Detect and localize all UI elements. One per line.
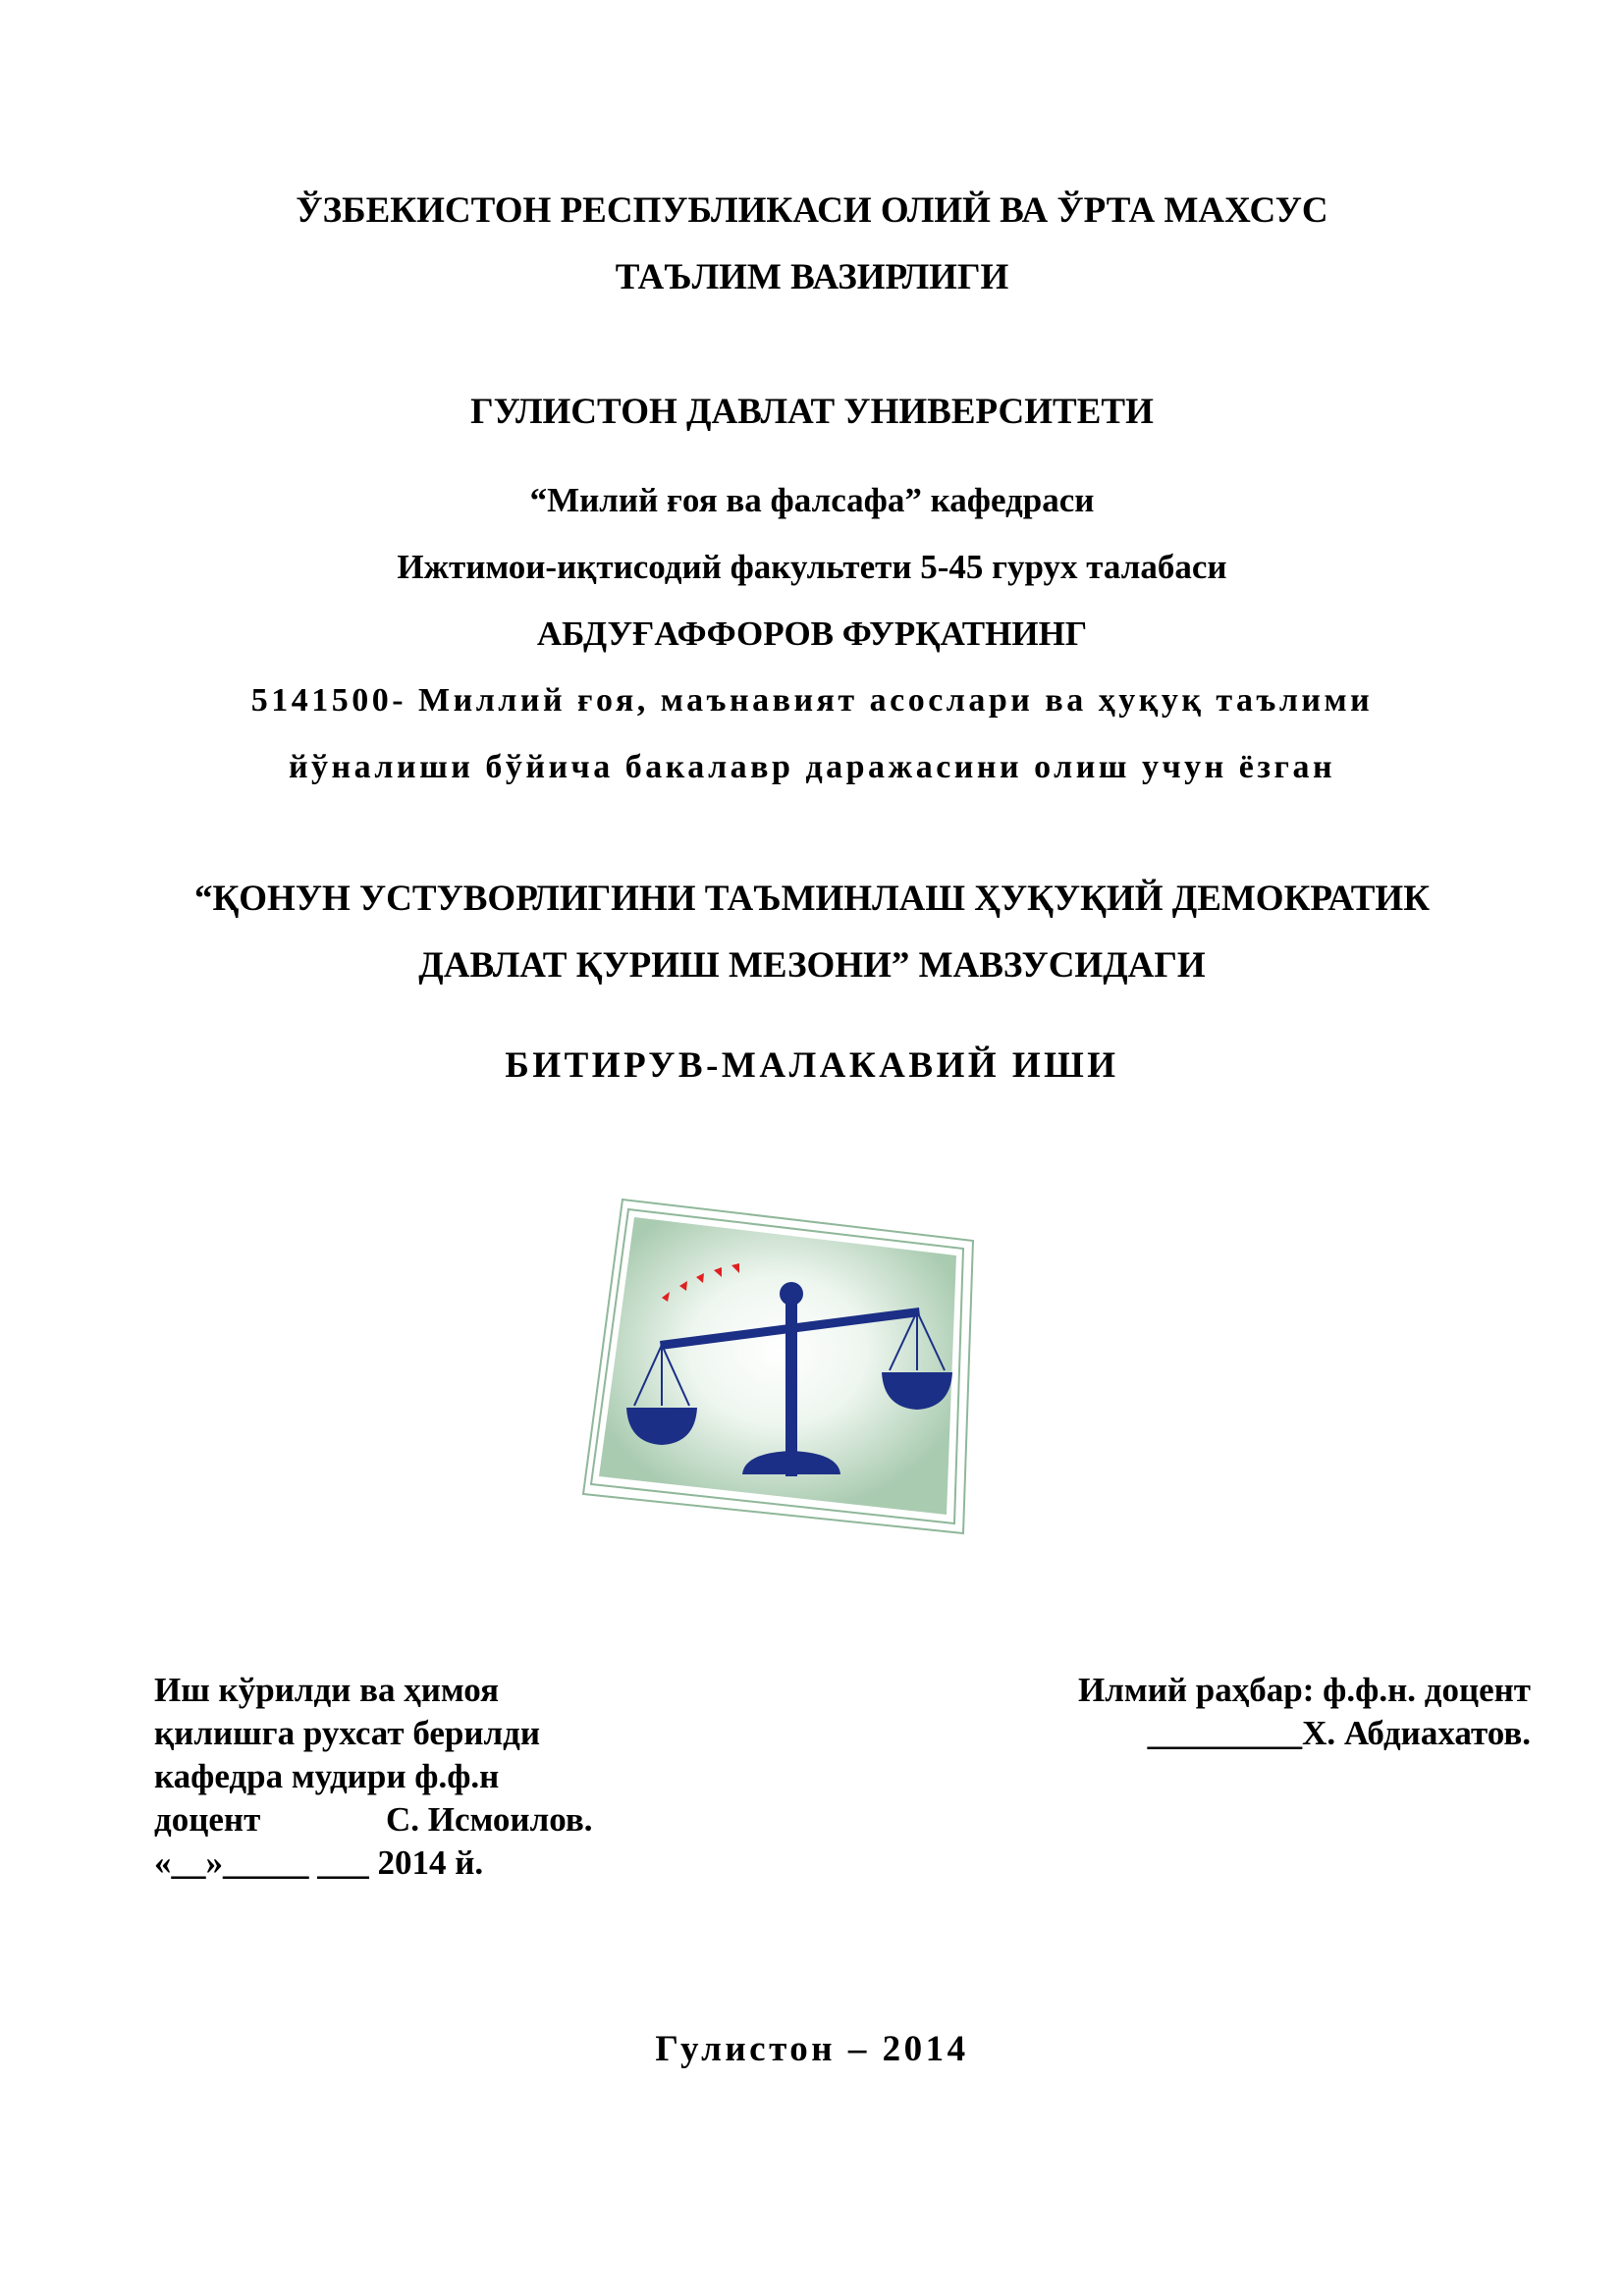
head-name: С. Исмоилов. xyxy=(386,1800,593,1839)
university-name: ГУЛИСТОН ДАВЛАТ УНИВЕРСИТЕТИ xyxy=(470,392,1154,432)
supervisor-line-1: Илмий раҳбар: ф.ф.н. доцент xyxy=(1078,1671,1531,1709)
specialty-line-1: 5141500- Миллий ғоя, маънавият асослари ва ҳуқуқ таълими xyxy=(250,682,1374,719)
supervisor-line-2: _________Х. Абдиахатов. xyxy=(1147,1714,1531,1752)
faculty-line: Ижтимои-иқтисодий факультети 5-45 гурух талабаси xyxy=(397,548,1227,586)
scales-of-justice-icon xyxy=(575,1190,978,1535)
ministry-line-1: ЎЗБЕКИСТОН РЕСПУБЛИКАСИ ОЛИЙ ВА ЎРТА МАХСУС xyxy=(296,190,1328,231)
student-name: АБДУҒАФФОРОВ ФУРҚАТНИНГ xyxy=(536,614,1088,653)
approval-block xyxy=(154,1669,593,1885)
approval-line-1: Иш кўрилди ва ҳимоя xyxy=(154,1671,500,1709)
approval-signature-line xyxy=(154,1798,593,1842)
place-year: Гулистон – 2014 xyxy=(655,2029,969,2069)
approval-line-3: кафедра мудири ф.ф.н xyxy=(154,1757,500,1795)
work-type: БИТИРУВ-МАЛАКАВИЙ ИШИ xyxy=(505,1045,1119,1086)
approval-line-2: қилишга рухсат берилди xyxy=(154,1714,541,1752)
topic-line-2: ДАВЛАТ ҚУРИШ МЕЗОНИ” МАВЗУСИДАГИ xyxy=(418,945,1206,986)
head-title: доцент xyxy=(154,1800,261,1839)
department-name: “Милий ғоя ва фалсафа” кафедраси xyxy=(529,481,1095,519)
supervisor-block xyxy=(1078,1669,1531,1755)
ministry-line-2: ТАЪЛИМ ВАЗИРЛИГИ xyxy=(615,257,1009,297)
approval-date: «__»_____ ___ 2014 й. xyxy=(154,1843,484,1882)
specialty-line-2: йўналиши бўйича бакалавр даражасини олиш учун ёзган xyxy=(288,749,1336,785)
topic-line-1: “ҚОНУН УСТУВОРЛИГИНИ ТАЪМИНЛАШ ҲУҚУҚИЙ ДЕМОКРАТИК xyxy=(193,879,1431,919)
